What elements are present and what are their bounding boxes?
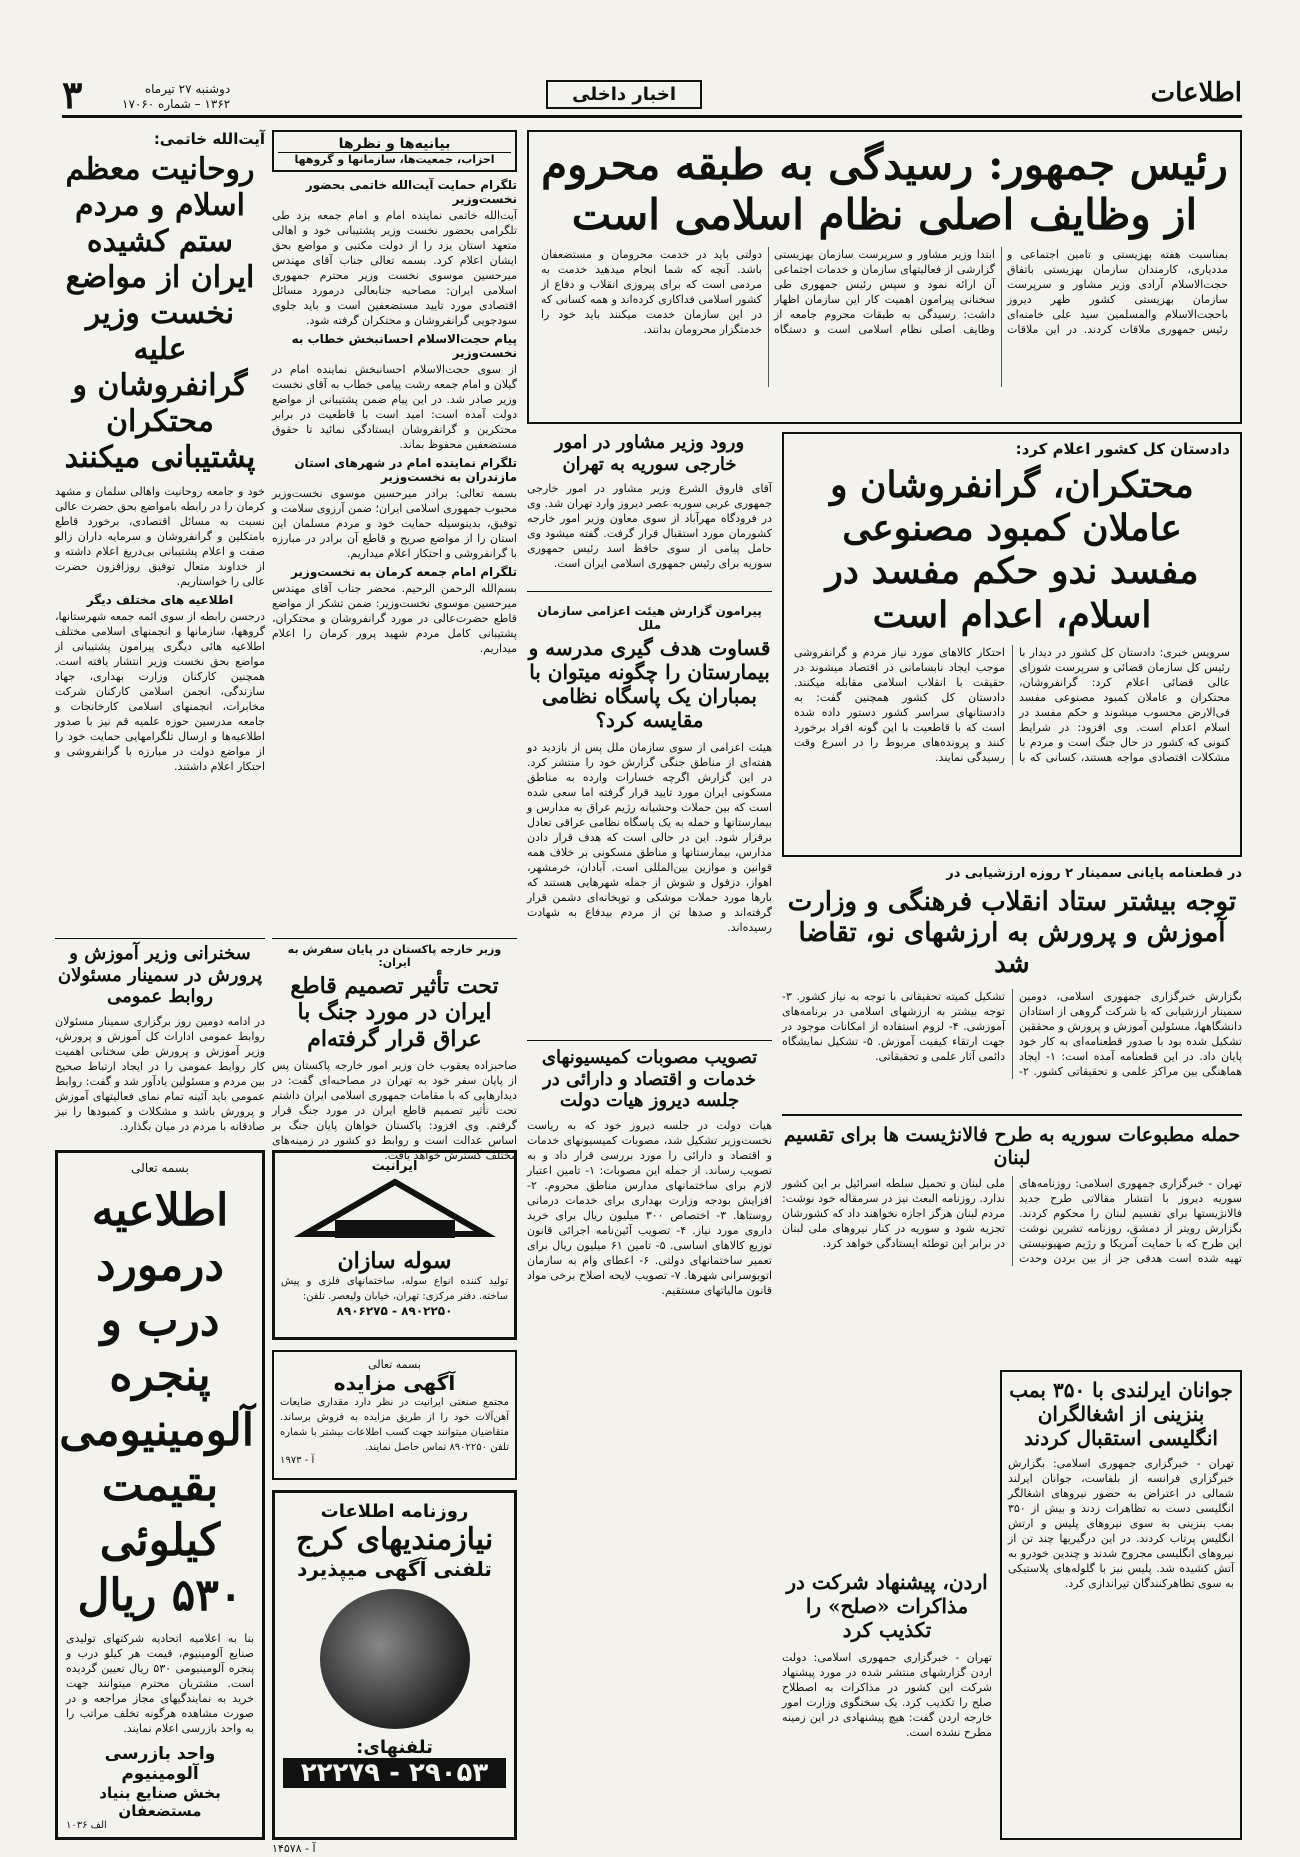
karaj-ad-phone: ۲۲۲۷۹ - ۲۹۰۵۳ — [283, 1758, 506, 1788]
metal-ad-body: تولید کننده انواع سوله، ساختمانهای فلزی و پیش ساخته. دفتر مرکزی: تهران، خیابان ولیعصر. تلفن: — [281, 1276, 508, 1302]
lebanon-body: تهران - خبرگزاری جمهوری اسلامی: روزنامه‌های سوریه دیروز با انتشار مقالاتی طرح جدید فالانژیستها برای تقسیم لبنان را محکوم کردند. بگزارش رویتر از دمشق، روزنامه تشرین نوشت این طرح که با حمایت آمریکا و رژیم صهیونیستی تهیه شده است هدفی جز از بین بردن وحدت ملی لبنان و تحمیل سلطه اسرائیل بر این کشور ندارد. روزنامه البعث نیز در سرمقاله خود نوشت: مردم لبنان هرگز اجازه نخواهند داد که کشورشان تجزیه شود و سوریه در کنار نیروهای ملی لبنان در برابر این توطئه ایستادگی خواهد کرد. — [782, 1176, 1242, 1265]
statement-1-body: آیت‌الله خاتمی نماینده امام و امام جمعه یزد طی تلگرامی بحضور نخست وزیر پشتیبانی خود و اهالی متعهد استان یزد را از دولت مکتبی و مواضع بحق ایشان اعلام کرد. بسمه تعالی جناب آقای مهندس میرحسین موسوی نخست وزیر محترم جمهوری اسلامی ایران: مصاحبه جنابعالی درمورد مسائل اقتصادی مورد تایید مستضعفین است و باید جلوی سودجویی گرانفروشان و محتکران گرفته شود. — [272, 209, 517, 327]
metal-ad-headline: سوله سازان — [337, 1248, 452, 1274]
commissions-body: هیات دولت در جلسه دیروز خود که به ریاست نخست‌وزیر تشکیل شد، مصوبات کمیسیونهای خدمات و اقتصاد و دارائی را مورد بررسی قرار داد و به تصویب رساند. از جمله این مصوبات: ۱- تامین اعتبار لازم برای ساختمانهای مدارس مناطق محروم. ۲- افزایش بودجه وزارت بهداری برای خدمات درمانی روستاها. ۳- اختصاص ۳۰۰ میلیون ریال برای خرید داروی مورد نیاز. ۴- تصویب آئین‌نامه اجرائی قانون توزیع کالاهای اساسی. ۵- تامین ۶۱ میلیون ریال برای تعمیر ساختمانهای دولتی. ۶- اعطای وام به سازمان اتوبوسرانی شهرها. ۷- تصویب لایحه اصلاح برخی مواد قانون مالیاتهای مستقیم. — [527, 1118, 772, 1297]
jordan-story — [782, 1370, 992, 1840]
un-report-body: هیئت اعزامی از سوی سازمان ملل پس از بازدید دو هفته‌ای از مناطق جنگی گزارش خود را منتشر کرد. در این گزارش اگرچه خسارات وارده به مناطق مسکونی ایران مورد تایید قرار گرفته اما سعی شده است که بین حملات وحشیانه رژیم عراق به مدارس و بیمارستانها و حمله به یک پاسگاه نظامی عراقی تعادل برقرار شود. این در حالی است که هدف قرار دادن مدارس، بیمارستانها و مناطق مسکونی بر خلاف همه قوانین و موازین بین‌المللی است. آبادان، خرمشهر، اهواز، دزفول و شوش از جمله شهرهایی هستند که بارها مورد حملات موشکی و توپخانه‌ای دشمن قرار گرفته‌اند و صدها تن از مردم بیدفاع به شهادت رسیده‌اند. — [527, 741, 772, 934]
jordan-headline: اردن، پیشنهاد شرکت در مذاکرات «صلح» را تکذیب کرد — [786, 1570, 988, 1642]
karaj-ad-line2: نیازمندیهای کرج — [295, 1522, 494, 1557]
khatami-story — [55, 130, 265, 930]
pakistan-story — [272, 938, 517, 1163]
statements-subtitle: احزاب، جمعیت‌ها، سازمانها و گروهها — [294, 153, 495, 166]
statement-4-title: تلگرام امام جمعه کرمان به نخست‌وزیر — [290, 565, 517, 579]
auction-ad-headline: آگهی مزایده — [333, 1371, 456, 1395]
syria-deputy-story — [527, 432, 772, 592]
pakistan-kicker: وزیر خارجه پاکستان در پایان سفرش به ایران: — [287, 943, 502, 969]
lead-headline-2: از وظایف اصلی نظام اسلامی است — [571, 190, 1198, 240]
prosecutor-headline: محتکران، گرانفروشان و عاملان کمبود مصنوعی مفسد ندو حکم مفسد در اسلام، اعدام است — [825, 464, 1199, 636]
un-report-kicker: پیرامون گزارش هیئت اعزامی سازمان ملل — [537, 604, 762, 632]
metal-ad-brand: ایرانیت — [371, 1159, 418, 1174]
khatami-body: خود و جامعه روحانیت واهالی سلمان و مشهد کرمان را در رابطه بامواضع بحق حضرت عالی نسبت به مسائل اقتصادی، برخورد قاطع بامتکلین و گرانفروشان و سرمایه داران زالو صفت و اعلام پشتیبانی بی‌دریغ اعلام داشته و از خداوند متعال توفیق روزافزون حضرت عالی را خواستاریم. — [55, 485, 265, 588]
ireland-body: تهران - خبرگزاری جمهوری اسلامی: بگزارش خبرگزاری فرانسه از بلفاست، جوانان ایرلند شمالی در اعتراض به حضور نیروهای اشغالگر انگلیسی دست به تظاهرات زدند و بیش از ۳۵۰ بمب بنزینی به سوی نیروهای پلیس و ارتش انگلیس پرتاب کردند. در این درگیریها چند تن از نیروهای انگلیسی مجروح شدند و چندین خودرو به آتش کشیده شد. پلیس نیز با گلوله‌های پلاستیکی به سوی تظاهرکنندگان تیراندازی کرد. — [1008, 1457, 1234, 1590]
syria-deputy-headline: ورود وزیر مشاور در امور خارجی سوریه به تهران — [554, 432, 745, 475]
khatami-body-2: درحسن رابطه از سوی ائمه جمعه شهرستانها، گروهها، سازمانها و انجمنهای اسلامی مختلف اطلاعیه هائی دیگری پیرامون پشتیبانی از مواضع بحق نخست وزیر انتشار یافته است. همچنین کارکنان وزارت بهداری، جهاد سازندگی، انجمن اسلامی کارکنان شرکت مخابرات، انجمنهای اسلامی کارخانجات و جامعه مدرسین حوزه علمیه قم نیز با صدور اطلاعیه‌ها و ارسال تلگرامهایی حمایت خود را از مواضع دولت در مبارزه با گرانفروشی و احتکار اعلام داشتند. — [55, 610, 265, 773]
prosecutor-kicker: دادستان کل کشور اعلام کرد: — [1015, 440, 1230, 458]
page-number: ۳ — [62, 72, 83, 117]
telephone-icon — [320, 1589, 470, 1729]
auction-ad-top: بسمه تعالی — [368, 1358, 421, 1371]
statements-title-box — [272, 130, 517, 172]
statement-1-title: تلگرام حمایت آیت‌الله خاتمی بحضور نخست‌وزیر — [305, 178, 517, 206]
aluminum-ad-headline: اطلاعیه درمورد درب و پنجره آلومینیومی بقیمت کیلوئی ۵۳۰ ریال — [59, 1185, 254, 1621]
lead-headline-1: رئیس جمهور: رسیدگی به طبقه محروم — [541, 140, 1228, 189]
statements-title: بیانیه‌ها و نظرها — [278, 136, 511, 153]
seminar-kicker: در قطعنامه پایانی سمینار ۲ روزه ارزشیابی در — [946, 866, 1242, 881]
lead-body: بمناسبت هفته بهزیستی و تامین اجتماعی و مددیاری، کارمندان سازمان بهزیستی باتفاق حجت‌الاسلام آرادی وزیر مشاور و سرپرست سازمان بهزیستی کشور ظهر دیروز باحجت‌الاسلام والمسلمین سید علی خامنه‌ای رئیس جمهوری ملاقات کردند. در این ملاقات ابتدا وزیر مشاور و سرپرست سازمان بهزیستی گزارشی از فعالیتهای سازمان و خدمات اجتماعی آن ارائه نمود و سپس رئیس جمهوری طی سخنانی پیرامون اهمیت کار این سازمان اظهار داشت: رسیدگی به طبقات محروم جامعه از وظایف اصلی نظام اسلامی است و دستگاه دولتی باید در خدمت محرومان و مستضعفان باشد. آنچه که شما انجام میدهید خدمت به مردمی است که برای پیروزی انقلاب و دفاع از کشور اسلامی فداکاری کرده‌اند و همه کسانی که در این سازمان خدمت میکنند باید خود را خدمتگزار محرومان بدانند. — [541, 247, 1228, 336]
karaj-ad — [272, 1490, 517, 1840]
khatami-subhead: اطلاعیه های مختلف دیگر — [86, 593, 234, 607]
ireland-headline: جوانان ایرلندی با ۳۵۰ بمب بنزینی از اشغالگران انگلیسی استقبال کردند — [1009, 1378, 1233, 1450]
newspaper-logo: اطلاعات — [1150, 78, 1242, 108]
commissions-headline: تصویب مصوبات کمیسیونهای خدمات و اقتصاد و دارائی در جلسه دیروز هیات دولت — [541, 1047, 758, 1112]
roof-icon — [295, 1174, 495, 1244]
auction-ad-body: مجتمع صنعتی ایرانیت در نظر دارد مقداری ضایعات آهن‌آلات خود را از طریق مزایده به فروش برساند. متقاضیان میتوانند جهت کسب اطلاعات بیشتر با شماره تلفن ۸۹۰۲۲۵۰ تماس حاصل نمایند. — [280, 1397, 509, 1453]
education-body: در ادامه دومین روز برگزاری سمینار مسئولان روابط عمومی ادارات کل آموزش و پرورش، وزیر آموزش و پرورش طی سخنانی اهمیت کار روابط عمومی را در ایجاد ارتباط صحیح بین مردم و مسئولین یادآور شد و گفت: روابط عمومی باید آئینه تمام نمای فعالیتهای آموزش و پرورش باشد و مشکلات و کمبودها را نیز صادقانه با مردم در میان بگذارد. — [55, 1014, 265, 1133]
statement-3-body: بسمه تعالی: برادر میرحسین موسوی نخست‌وزیر محبوب جمهوری اسلامی ایران؛ ضمن آرزوی سلامت و توفیق، بدینوسیله حمایت خود و مردم مسلمان این استان را از مواضع صریح و قاطع آن برادر در مبارزه با گرانفروشی و احتکار اعلام میداریم. — [272, 487, 517, 560]
ireland-story — [1000, 1370, 1242, 1840]
metal-ad-phone: ۸۹۰۲۲۵۰ - ۸۹۰۶۲۷۵ — [336, 1304, 453, 1318]
aluminum-ad-code: الف ۱۰۳۶ — [66, 1820, 107, 1831]
statements-column — [272, 130, 517, 930]
bottom-code: آ - ۱۴۵۷۸ — [272, 1842, 316, 1855]
statement-4-body: بسم‌الله الرحمن الرحیم. محضر جناب آقای مهندس میرحسین موسوی نخست‌وزیر: ضمن تشکر از مواضع قاطع حضرت‌عالی در مورد گرانفروشان و محتکران، پشتیبانی کامل مردم شهید پرور کرمان را اعلام میداریم. — [272, 582, 517, 655]
prosecutor-story — [782, 432, 1242, 857]
pakistan-headline: تحت تأثیر تصمیم قاطع ایران در مورد جنگ با عراق قرار گرفته‌ام — [290, 973, 499, 1052]
prosecutor-body: سرویس خبری: دادستان کل کشور در دیدار با رئیس کل سازمان قضائی و سرپرست شورای عالی قضائی اعلام کرد: گرانفروشان، محتکران و عاملان کمبود مصنوعی مفسد فی‌الارض محسوب میشوند و حکم مفسد در اسلام اعدام است. وی افزود: در شرایط کنونی که کشور در حال جنگ است و مردم با مشکلات اقتصادی مواجه هستند، کسانی که با احتکار کالاهای مورد نیاز مردم و گرانفروشی موجب ایجاد نابسامانی در اقتصاد میشوند در حقیقت با انقلاب اسلامی مقابله میکنند. دادستان کل کشور همچنین گفت: به دادستانهای سراسر کشور دستور داده شده است که با قاطعیت با این گونه افراد برخورد کنند و پرونده‌های مربوط را در اسرع وقت رسیدگی نمایند. — [794, 645, 1230, 764]
statement-3-title: تلگرام نماینده امام در شهرهای استان مازندران به نخست‌وزیر — [294, 456, 517, 484]
seminar-body: بگزارش خبرگزاری جمهوری اسلامی، دومین سمینار ارزشیابی که با شرکت گروهی از استادان دانشگاهها، مسئولین آموزش و پرورش و محققین تشکیل شده بود با صدور قطعنامه‌ای به کار خود پایان داد. در این قطعنامه آمده است: ۱- ایجاد هماهنگی بین مراکز علمی و تحقیقاتی کشور. ۲- تشکیل کمیته تحقیقاتی با توجه به نیاز کشور. ۳- توجه بیشتر به ارزشهای اسلامی در برنامه‌های آموزشی. ۴- لزوم استفاده از امکانات موجود در جهت ارتقاء کیفیت آموزش. ۵- تشکیل نمایشگاه دائمی آثار علمی و تحقیقاتی. — [782, 989, 1242, 1078]
aluminum-ad-footer-2: بخش صنایع بنیاد مستضعفان — [99, 1784, 221, 1820]
statement-2-title: پیام حجت‌الاسلام احسانبخش خطاب به نخست‌وزیر — [291, 332, 517, 360]
page-header — [62, 72, 1242, 118]
statement-2-body: از سوی حجت‌الاسلام احسانبخش نماینده امام در گیلان و امام جمعه رشت پیامی خطاب به آقای نخست وزیر صادر شد. در این پیام ضمن پشتیبانی از مواضع دولت آمده است: امید است با قاطعیت در برابر محتکرین و گرانفروشان ایستادگی نمائید تا حقوق مستضعفین محفوظ بماند. — [272, 363, 517, 451]
lead-story — [527, 130, 1242, 424]
aluminum-ad-footer-1: واحد بازرسی آلومینیوم — [104, 1744, 216, 1784]
metal-building-ad — [272, 1150, 517, 1340]
section-title: اخبار داخلی — [546, 80, 702, 109]
lebanon-headline: حمله مطبوعات سوریه به طرح فالانژیست ها برای تقسیم لبنان — [783, 1124, 1241, 1169]
education-story — [55, 938, 265, 1138]
pakistan-body: صاحبزاده یعقوب خان وزیر امور خارجه پاکستان پس از پایان سفر خود به تهران در مصاحبه‌ای گفت: در دیدارهایی که با مقامات جمهوری اسلامی ایران داشتم تحت تأثیر تصمیم قاطع ایران در مورد جنگ قرار گرفتم. وی افزود: پاکستان خواهان پایان جنگ بر اساس عدالت است و روابط دو کشور در زمینه‌های مختلف گسترش خواهد یافت. — [272, 1059, 517, 1163]
aluminum-ad — [55, 1150, 265, 1840]
auction-ad — [272, 1350, 517, 1480]
karaj-ad-label: تلفنهای: — [356, 1737, 433, 1758]
karaj-ad-line3: تلفنی آگهی میپذیرد — [297, 1557, 492, 1581]
khatami-label: آیت‌الله خاتمی: — [153, 130, 265, 148]
karaj-ad-line1: روزنامه اطلاعات — [320, 1501, 469, 1522]
seminar-headline: توجه بیشتر ستاد انقلاب فرهنگی و وزارت آموزش و پرورش به ارزشهای نو، تقاضا شد — [787, 887, 1237, 980]
commissions-story — [527, 1040, 772, 1520]
aluminum-ad-top: بسمه تعالی — [131, 1161, 189, 1175]
lebanon-story — [782, 1124, 1242, 1354]
auction-ad-code: آ - ۱۹۷۳ — [280, 1455, 315, 1466]
un-report-headline: قساوت هدف گیری مدرسه و بیمارستان را چگونه میتوان با بمباران یک پاسگاه نظامی مقایسه کرد؟ — [528, 636, 771, 732]
education-headline: سخنرانی وزیر آموزش و پرورش در سمینار مسئولان روابط عمومی — [57, 943, 263, 1008]
khatami-headline: روحانیت معظم اسلام و مردم ستم کشیده ایران از مواضع نخست وزیر علیه گرانفروشان و محتکران پشتیبانی میکنند — [64, 152, 256, 475]
aluminum-ad-body: بنا به اعلامیه اتحادیه شرکتهای تولیدی صنایع آلومینیوم، قیمت هر کیلو درب و پنجره آلومینیومی ۵۳۰ ریال تعیین گردیده است. مشتریان محترم میتوانند جهت خرید به نمایندگیهای مجاز مراجعه و در صورت مشاهده هرگونه تخلف مراتب را به واحد بازرسی اعلام نمایند. — [66, 1632, 255, 1735]
syria-deputy-body: آقای فاروق الشرع وزیر مشاور در امور خارجی جمهوری عربی سوریه عصر دیروز وارد تهران شد. وی در فرودگاه مهرآباد از سوی معاون وزیر امور خارجه کشورمان مورد استقبال قرار گرفت. گفته میشود وی حامل پیامی از سوی حافظ اسد رئیس جمهوری سوریه برای رئیس جمهوری اسلامی ایران است. — [527, 482, 772, 571]
un-report-story — [527, 600, 772, 1030]
jordan-body: تهران - خبرگزاری جمهوری اسلامی: دولت اردن گزارشهای منتشر شده در مورد پیشنهاد شرکت این کشور در مذاکرات به اصطلاح صلح را تکذیب کرد. یک سخنگوی وزارت امور خارجه اردن گفت: هیچ پیشنهادی در این زمینه مطرح نشده است. — [782, 1651, 992, 1739]
issue-date: دوشنبه ۲۷ تیرماه ۱۳۶۲ – شماره ۱۷۰۶۰ — [122, 82, 231, 111]
seminar-story — [782, 866, 1242, 1116]
